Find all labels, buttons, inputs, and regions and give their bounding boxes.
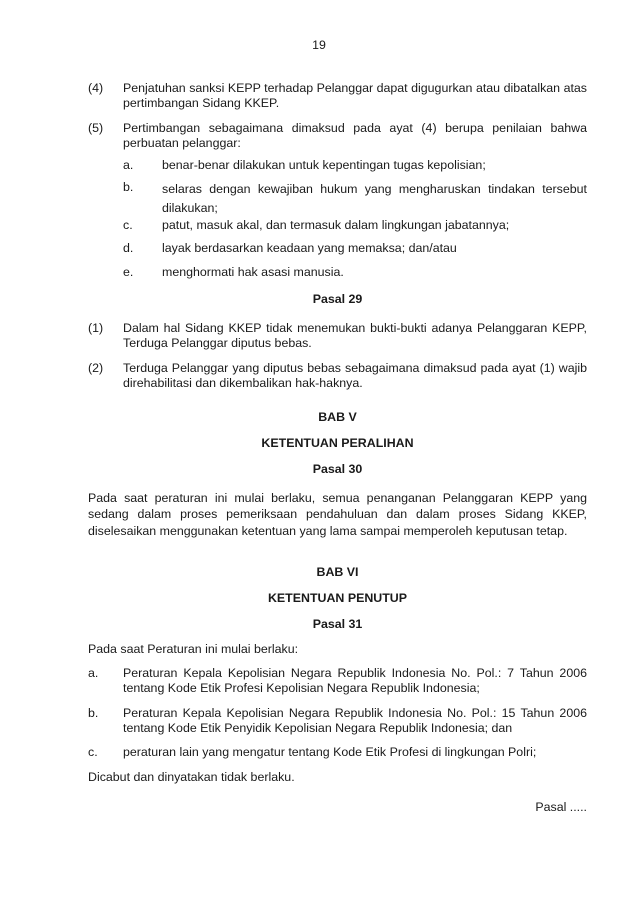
closing-statement: Dicabut dan dinyatakan tidak berlaku. [88,770,295,784]
closing-intro: Pada saat Peraturan ini mulai berlaku: [88,642,299,656]
pasal-heading: Pasal 30 [312,462,363,476]
repeal-letter: c. [88,745,98,759]
subitem-text: layak berdasarkan keadaan yang memaksa; dan/atau [162,241,457,255]
next-page-continuation: Pasal ..... [535,800,587,814]
item-number: (2) [88,361,104,375]
chapter-subtitle: KETENTUAN PERALIHAN [261,436,414,450]
item-text: Pertimbangan sebagaimana dimaksud pada ayat (4) berupa penilaian bahwa perbuatan pelanggar: [123,121,587,150]
repeal-text: peraturan lain yang mengatur tentang Kode Etik Profesi di lingkungan Polri; [123,745,537,759]
repeal-letter: a. [88,666,99,680]
subitem-text: selaras dengan kewajiban hukum yang mengharuskan tindakan tersebut dilakukan; [162,182,587,215]
item-number: (4) [88,81,104,95]
page-number: 19 [312,38,326,52]
pasal-heading: Pasal 31 [312,617,363,631]
item-number: (1) [88,321,104,335]
repeal-letter: b. [88,706,99,720]
subitem-letter: c. [123,218,133,232]
item-text: Dalam hal Sidang KKEP tidak menemukan bukti-bukti adanya Pelanggaran KEPP, Terduga Pelanggar diputus bebas. [123,321,587,350]
item-text: Terduga Pelanggar yang diputus bebas sebagaimana dimaksud pada ayat (1) wajib direhabilitasi dan dikembalikan hak-haknya. [123,361,587,390]
subitem-letter: d. [123,241,134,255]
chapter-title: BAB VI [316,565,359,579]
subitem-letter: e. [123,265,134,279]
pasal-heading: Pasal 29 [312,292,363,306]
subitem-text: benar-benar dilakukan untuk kepentingan tugas kepolisian; [162,158,486,172]
subitem-text: patut, masuk akal, dan termasuk dalam lingkungan jabatannya; [162,218,510,232]
transition-paragraph: Pada saat peraturan ini mulai berlaku, semua penanganan Pelanggaran KEPP yang sedang dalam proses pemeriksaan pendahuluan dan dalam proses Sidang KKEP, diselesaikan menggunakan ketentuan yang lama sampai memperoleh keputusan tetap. [88,491,587,538]
repeal-text: Peraturan Kepala Kepolisian Negara Republik Indonesia No. Pol.: 7 Tahun 2006 tentang Kode Etik Profesi Kepolisian Negara Republik Indonesia; [123,666,587,695]
item-number: (5) [88,121,104,135]
subitem-letter: a. [123,158,134,172]
subitem-text: menghormati hak asasi manusia. [162,265,344,279]
chapter-title: BAB V [318,410,357,424]
chapter-subtitle: KETENTUAN PENUTUP [267,591,408,605]
repeal-text: Peraturan Kepala Kepolisian Negara Republik Indonesia No. Pol.: 15 Tahun 2006 tentang Kode Etik Penyidik Kepolisian Negara Republik Indonesia; dan [123,706,587,735]
subitem-letter: b. [123,180,134,194]
item-text: Penjatuhan sanksi KEPP terhadap Pelanggar dapat digugurkan atau dibatalkan atas pertimbangan Sidang KKEP. [123,81,587,110]
